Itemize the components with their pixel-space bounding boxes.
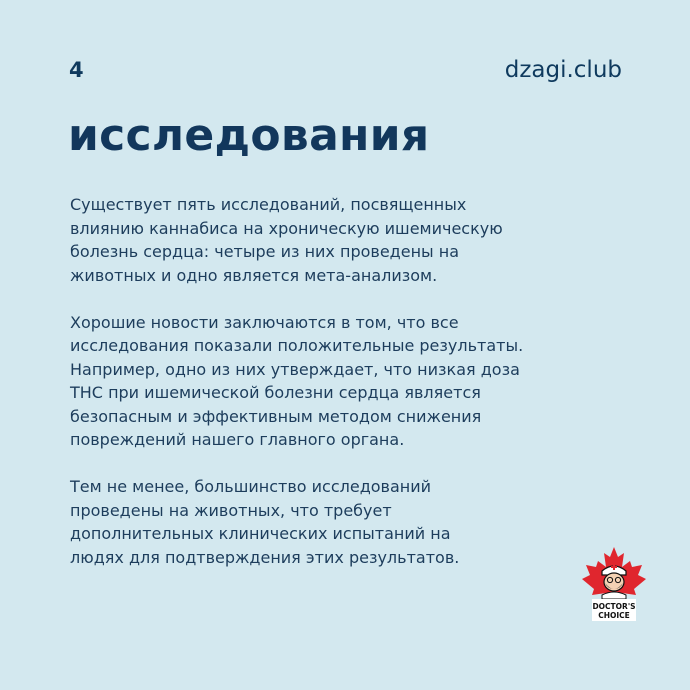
paragraph-3: Тем не менее, большинство исследований проведены на животных, что требует дополнительных клинических испытаний на людях для подтверждения этих результатов. (70, 477, 460, 567)
page-title: исследования (68, 110, 430, 161)
logo-text-line1: DOCTOR'S (592, 602, 636, 611)
site-label: dzagi.club (504, 57, 622, 83)
paragraph-1: Существует пять исследований, посвященных влиянию каннабиса на хроническую ишемическую болезнь сердца: четыре из них проведены на животных и одно является мета-анализом. (70, 195, 503, 285)
paragraph-2: Хорошие новости заключаются в том, что все исследования показали положительные результаты. Например, одно из них утверждает, что низкая доза THC при ишемической болезни сердца является безопасным и эффективным методом снижения повреждений нашего главного органа. (70, 312, 524, 449)
page-number: 4 (69, 58, 84, 82)
article-body (70, 193, 610, 593)
maple-leaf-icon (578, 545, 650, 623)
logo-text-line2: CHOICE (598, 611, 630, 620)
doctors-choice-logo (578, 545, 650, 623)
